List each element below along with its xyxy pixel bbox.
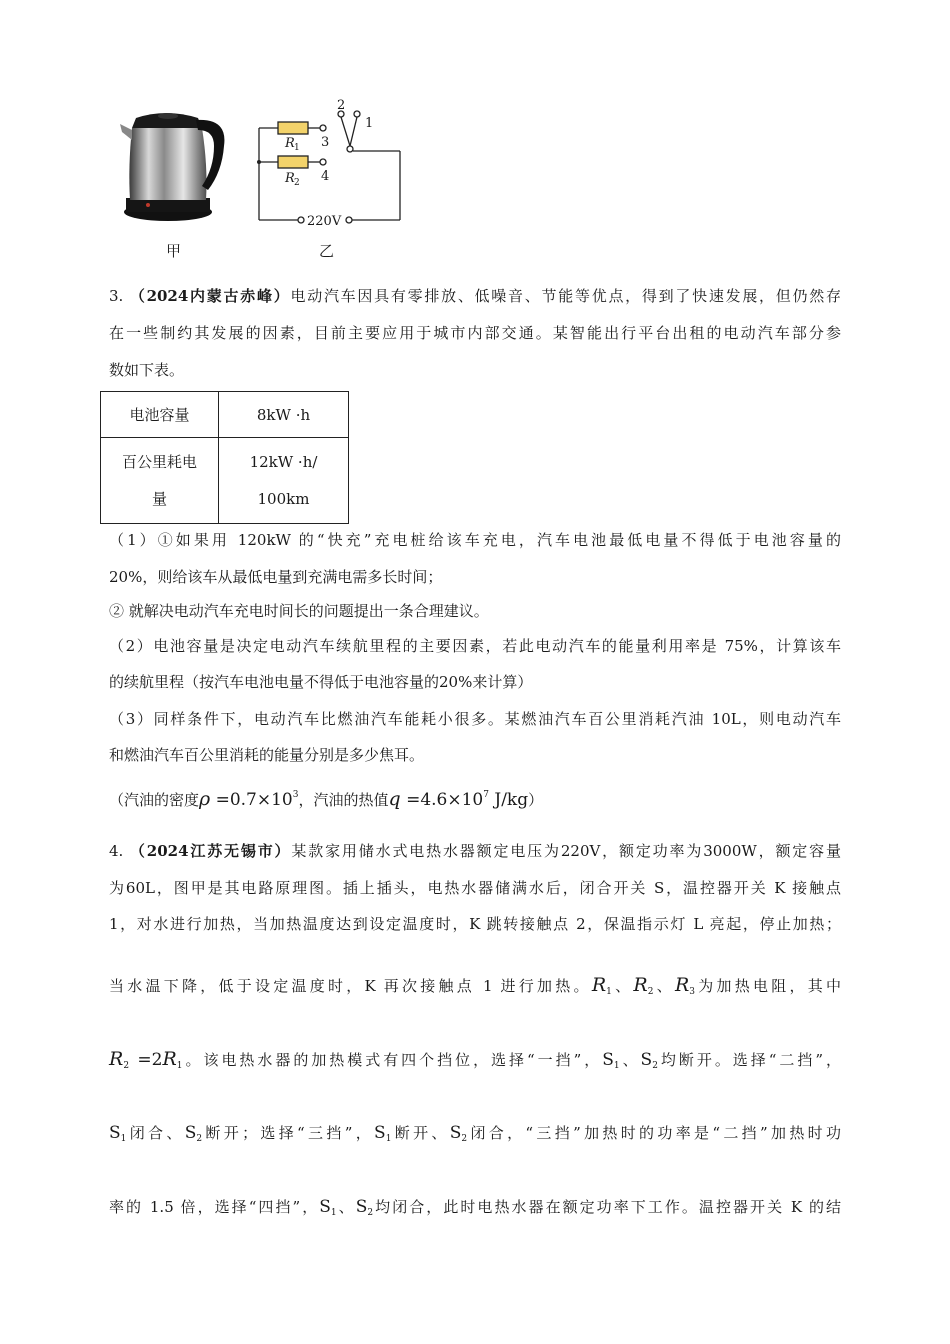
q4-line-4: 当水温下降，低于设定温度时，K 再次接触点 1 进行加热。$R_1$、$R_2$、$R_3$为加热电阻，其中 <box>109 974 841 997</box>
label-r2-sub: 2 <box>294 178 300 188</box>
circuit-diagram <box>250 96 410 230</box>
resistor-r2 <box>278 156 308 168</box>
q4-line-5: $R_2 =2R_1$。该电热水器的加热模式有四个挡位，选择“一挡”，$S_1$、$S_2$均断开。选择“二挡”， <box>109 1048 841 1071</box>
q4-line-3: 1，对水进行加热，当加热温度达到设定温度时，K 跳转接触点 2，保温指示灯 L 亮起，停止加热； <box>109 915 841 933</box>
q3-part3-line-2: 和燃油汽车百公里消耗的能量分别是多少焦耳。 <box>109 746 425 764</box>
q3-part2-line-1: （2）电池容量是决定电动汽车续航里程的主要因素，若此电动汽车的能量利用率是 75%，计算该车 <box>109 637 841 655</box>
resistor-r1 <box>278 122 308 134</box>
q3-intro-line-3: 数如下表。 <box>109 361 185 379</box>
label-r2: R <box>285 171 295 186</box>
q3-part1-line-2: 20%，则给该车从最低电量到充满电需多长时间； <box>109 568 443 586</box>
figure-caption-right: 乙 <box>319 242 335 260</box>
label-r1-sub: 1 <box>294 143 300 153</box>
q3-intro-line-2: 在一些制约其发展的因素，目前主要应用于城市内部交通。某智能出行平台出租的电动汽车部分参 <box>109 324 841 342</box>
kettle-image <box>118 106 230 224</box>
q3-note: （汽油的密度$\rho =0.7\times 10^3$，汽油的热值$q =4.6\times 10^7$ J/kg） <box>109 788 544 810</box>
terminal-2: 2 <box>337 98 346 113</box>
q4-line-6: $S_1$闭合、$S_2$断开；选择“三挡”，$S_1$断开、$S_2$闭合，“三挡”加热时的功率是“二挡”加热时功 <box>109 1123 841 1144</box>
q4-line-2: 为60L，图甲是其电路原理图。插上插头，电热水器储满水后，闭合开关 S，温控器开关 K 接触点 <box>109 879 841 897</box>
q3-part2-line-2: 的续航里程（按汽车电池电量不得低于电池容量的20%来计算） <box>109 673 533 691</box>
q4-line-1: 4. （2024江苏无锡市）某款家用储水式电热水器额定电压为220V，额定功率为3000W，额定容量 <box>109 842 841 860</box>
q3-intro-line-1: 3. （2024内蒙古赤峰）电动汽车因具有零排放、低噪音、节能等优点，得到了快速发展，但仍然存 <box>109 287 841 305</box>
terminal-3: 3 <box>321 135 330 150</box>
voltage-label: 220V <box>307 214 342 229</box>
table-cell: 12kW ·h/ 100km <box>219 438 349 524</box>
q4-line-7: 率的 1.5 倍，选择“四挡”，$S_1$、$S_2$均闭合，此时电热水器在额定功率下工作。温控器开关 K 的结 <box>109 1197 841 1218</box>
figure-caption-left: 甲 <box>166 242 182 260</box>
q3-part1-line-3: ② 就解决电动汽车充电时间长的问题提出一条合理建议。 <box>109 602 489 620</box>
terminal-1: 1 <box>365 116 374 131</box>
terminal-4: 4 <box>321 169 330 184</box>
label-r1: R <box>285 136 295 151</box>
q3-part3-line-1: （3）同样条件下，电动汽车比燃油汽车能耗小很多。某燃油汽车百公里消耗汽油 10L，则电动汽车 <box>109 710 841 728</box>
battery-spec-table <box>100 391 349 524</box>
table-cell: 百公里耗电 量 <box>101 438 219 524</box>
table-cell: 电池容量 <box>101 392 219 438</box>
q3-part1-line-1: （1）①如果用 120kW 的“快充”充电桩给该车充电，汽车电池最低电量不得低于电池容量的 <box>109 531 841 549</box>
table-cell: 8kW ·h <box>219 392 349 438</box>
